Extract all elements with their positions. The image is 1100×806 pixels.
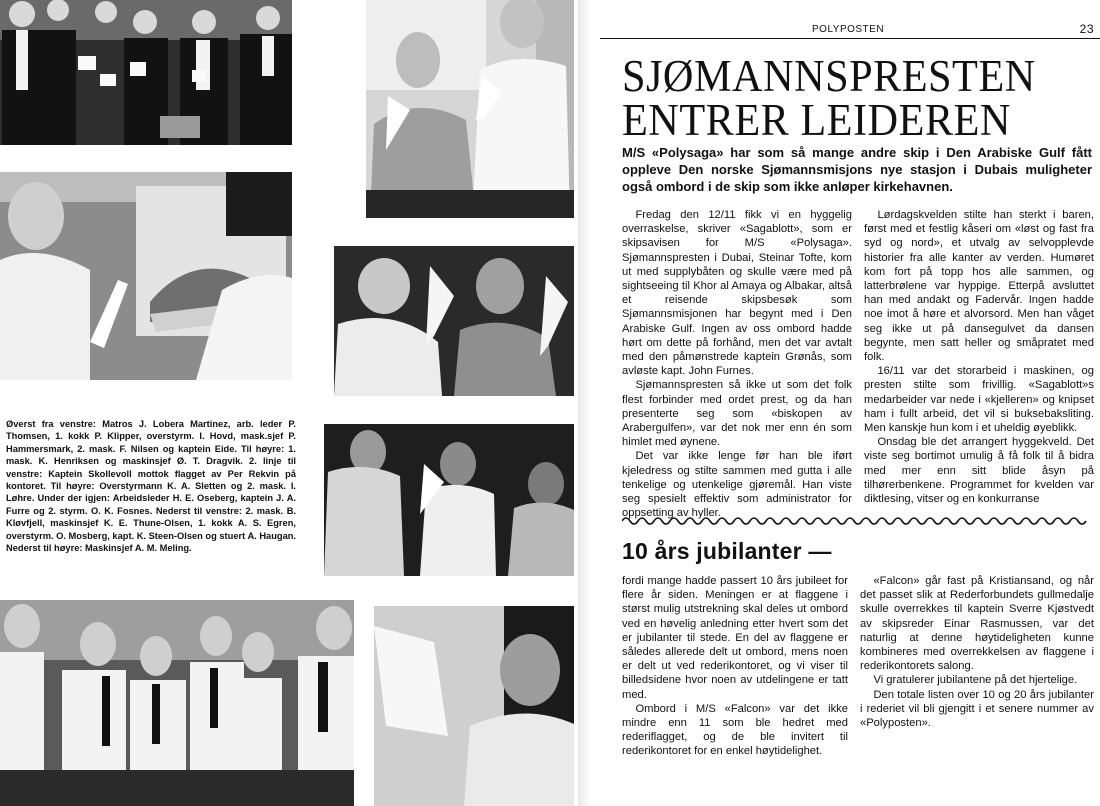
paragraph: Sjømannspresten så ikke ut som det folk flest forbinder med ordet prest, og da han presenterte seg som «biskopen av Arabergulfen», var det nok mer enn én som himlet med øynene. (622, 379, 852, 449)
paragraph: Onsdag ble det arrangert hyggekveld. Det viste seg bortimot umulig å få folk til å bidra med mer enn sitt blide åsyn på tilhørerbenkene. Programmet for kvelden var diktlesing, vitser og en konkurranse (864, 436, 1094, 506)
article-column-2 (864, 208, 1094, 506)
page-number: 23 (1079, 22, 1094, 36)
photo-man-flag-portrait (374, 606, 574, 806)
paragraph: Fredag den 12/11 fikk vi en hyggelig overraskelse, skriver «Sagablott», som er skipsavisen for M/S «Polysaga». Sjømannspresten i Dubai, Steinar Tofte, kom ut med supplybåten og skulle være med på sightseeing til Khor al Amaya og Albakar, altså et reisende skipsbesøk som Sjømannsmisjonen har begynt med i Den Arabiske Gulf. Ingen av oss ombord hadde hørt om dette på forhånd, men det var avtalt med den påmønstrede kaptein Grønås, som avløste kapt. John Furnes. (622, 209, 852, 378)
photo-caption: Øverst fra venstre: Matros J. Lobera Martinez, arb. leder P. Thomsen, 1. kokk P. Klipper, overstyrm. I. Hovd, mask.sjef P. Hammersmark, 2. mask. F. Nilsen og kaptein Eide. Til høyre: 1. mask. K. Henriksen og maskinsjef Ø. T. Dragvik. 2. linje til venstre: Kaptein Skollevoll mottok flagget av Per Rekvin på kontoret. Til høyre: Overstyrmann K. A. Sletten og 2. mask. I. Løhre. Under der igjen: Arbeidsleder H. E. Oseberg, kaptein J. A. Furre og 2. styrm. O. K. Fosnes. Nederst til venstre: 2. mask. B. Kløvfjell, maskinsjef K. E. Thune-Olsen, 1. kokk A. S. Egren, overstyrm. O. Mosberg, kapt. K. Steen-Olsen og stuert A. Haugan. Nederst til høyre: Maskinsjef A. M. Meling. (6, 419, 296, 554)
photo-group-crew-flags (0, 0, 292, 145)
photo-six-men-flags (0, 600, 354, 806)
paragraph: Vi gratulerer jubilantene på det hjertelige. (873, 674, 1078, 687)
article-lead: M/S «Polysaga» har som så mange andre skip i Den Arabiske Gulf fått oppleve Den norske Sjømannsmisjons nye stasjon i Dubais muligheter også ombord i de skip som ikke anløper kirkehavnen. (622, 145, 1092, 194)
paragraph: «Falcon» går fast på Kristiansand, og når det passet slik at Rederforbundets gullmedalje skulle overrekkes til kaptein Sverre Kjøstvedt av skipsreder Einar Rasmussen, var det naturlig at denne høytideligheten kunne kombineres med overrekkelsen av flaggene i rederikontorets salong. (860, 575, 1094, 673)
paragraph: fordi mange hadde passert 10 års jubileet for flere år siden. Meningen er at flaggene i størst mulig utstrekning skal deles ut ombord ved en høvelig anledning etter hvert som det er jubilanter til stede. En del av flaggene er således allerede delt ut ombord, mens noen er delt ut ved rederikontoret, og vi viser til billedsidene hvor noen av utdelingene er tatt med. (622, 575, 848, 701)
article-column-1 (622, 208, 852, 520)
photo-three-men-standing (324, 424, 574, 576)
paragraph: Lørdagskvelden stilte han sterkt i baren, først med et festlig kåseri om «løst og fast fra syd og nord», et utvalg av selvopplevde historier fra alle kanter av verden. Humøret kom fort på topp hos alle sammen, og latterbrølene var hyppige. Etterpå avsluttet han med andakt og Fadervår. Ingen hadde noe imot å høre et alvorsord. Men han våget seg ikke ut på dansegulvet da dansen begynte, men satt heller og småpratet med folk. (864, 209, 1094, 364)
paragraph: Det var ikke lenge før han ble iført kjeledress og stilte sammen med gutta i alle tenkelige og utenkelige gjøremål. Han viste seg spesielt effektiv som administrator for oppsetting av hyller. (622, 450, 852, 520)
title-line-1: SJØMANNSPRESTEN (622, 51, 1036, 101)
photo-two-men-office (0, 172, 292, 380)
paragraph: Ombord i M/S «Falcon» var det ikke mindre enn 11 som ble hedret med rederiflagget, og de ble invitert til rederikontoret for en enkel høytidelighet. (622, 702, 848, 758)
title-line-2: ENTRER LEIDEREN (622, 95, 1011, 145)
photo-two-men-seated (334, 246, 574, 396)
jubilee-column-1 (622, 574, 848, 759)
running-header (600, 20, 1100, 39)
paragraph: 16/11 var det storarbeid i maskinen, og presten stilte som frivillig. «Sagablott»s medarbeider var nede i «kjelleren» og knipset ham i fullt arbeid, det vil si buksebaksliting. Men kanskje hun kom i et uheldig øyeblikk. (864, 365, 1094, 435)
jubilee-column-2 (860, 574, 1094, 730)
article-page (600, 0, 1100, 806)
article-title (622, 51, 1064, 145)
page-gutter (578, 0, 600, 806)
photo-two-men-drinks (366, 0, 574, 218)
section-divider (622, 516, 1092, 526)
jubilee-heading: 10 års jubilanter — (622, 538, 832, 564)
publication-name: POLYPOSTEN (812, 24, 885, 35)
paragraph: Den totale listen over 10 og 20 års jubilanter i rederiet vil bli gjengitt i et senere nummer av «Polyposten». (860, 688, 1094, 730)
